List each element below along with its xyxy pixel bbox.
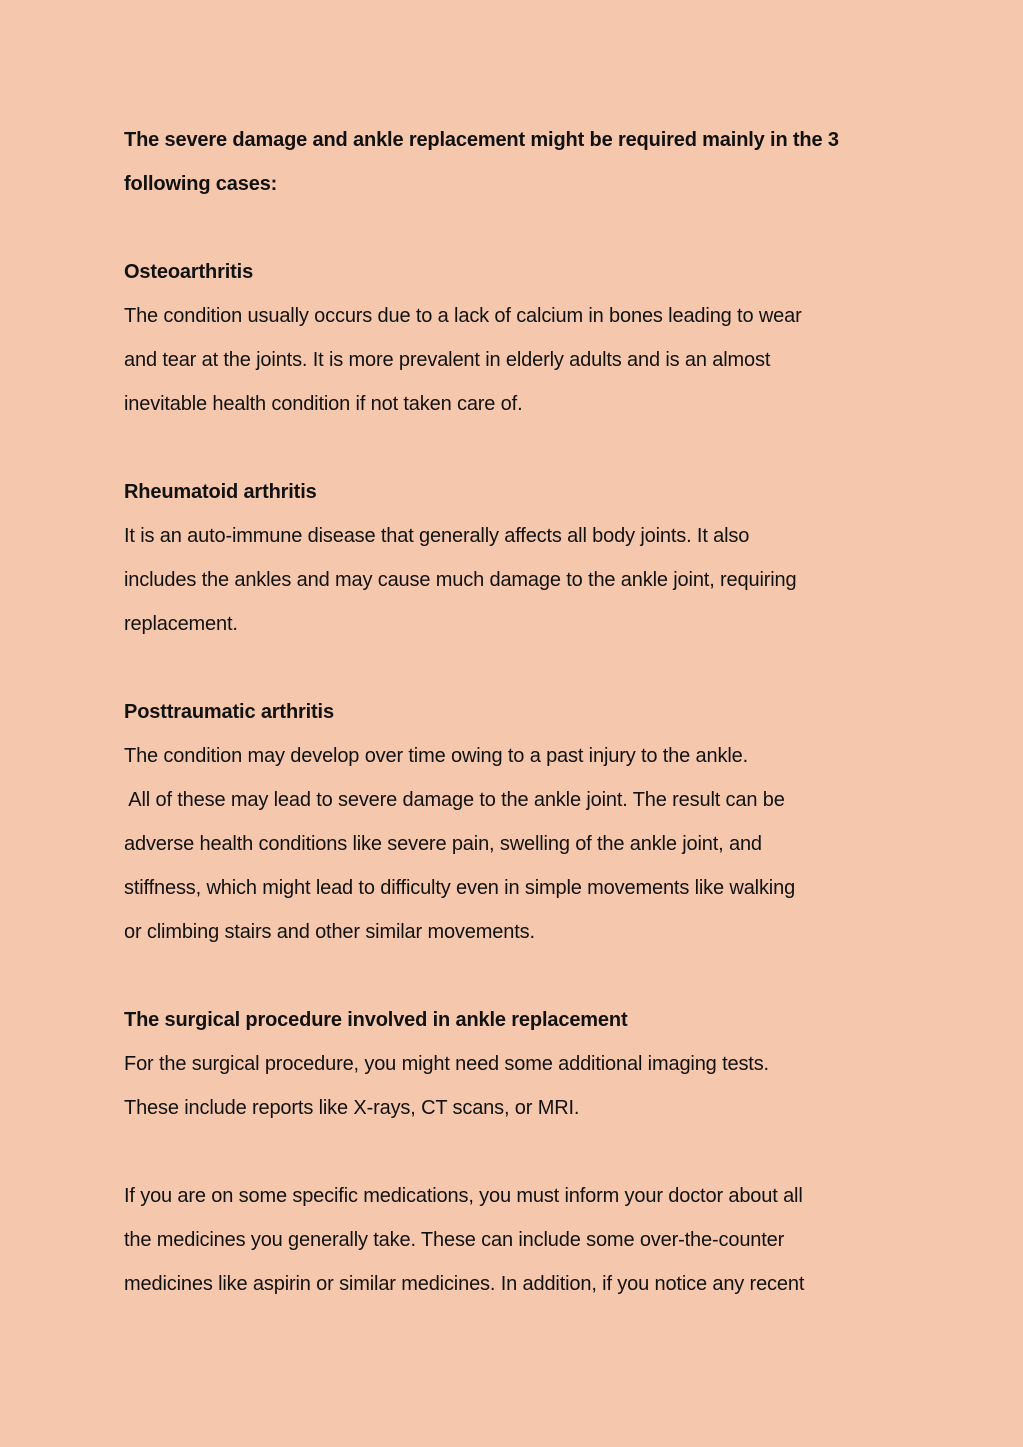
section-line: includes the ankles and may cause much damage to the ankle joint, requiring — [124, 569, 797, 591]
section-line: inevitable health condition if not taken care of. — [124, 393, 523, 415]
section-line: adverse health conditions like severe pain, swelling of the ankle joint, and — [124, 833, 762, 855]
section-heading: Osteoarthritis — [124, 261, 254, 283]
section-line: The condition usually occurs due to a lack of calcium in bones leading to wear — [124, 305, 802, 327]
section-surgical-procedure — [124, 998, 913, 1130]
closing-line: medicines like aspirin or similar medicines. In addition, if you notice any recent — [124, 1273, 805, 1295]
section-rheumatoid-arthritis — [124, 470, 913, 646]
section-line: For the surgical procedure, you might need some additional imaging tests. — [124, 1053, 769, 1075]
paragraph-spacer — [124, 954, 913, 998]
section-posttraumatic-arthritis — [124, 690, 913, 954]
closing-line: the medicines you generally take. These can include some over-the-counter — [124, 1229, 785, 1251]
section-line: These include reports like X-rays, CT scans, or MRI. — [124, 1097, 580, 1119]
section-line: replacement. — [124, 613, 238, 635]
section-line: and tear at the joints. It is more prevalent in elderly adults and is an almost — [124, 349, 771, 371]
section-heading: Rheumatoid arthritis — [124, 481, 317, 503]
section-heading: The surgical procedure involved in ankle replacement — [124, 1009, 628, 1031]
paragraph-spacer — [124, 426, 913, 470]
closing-line: If you are on some specific medications, you must inform your doctor about all — [124, 1185, 803, 1207]
closing-paragraph — [124, 1174, 913, 1306]
intro-paragraph — [124, 118, 913, 206]
section-heading: Posttraumatic arthritis — [124, 701, 334, 723]
section-line: It is an auto-immune disease that generally affects all body joints. It also — [124, 525, 750, 547]
paragraph-spacer — [124, 646, 913, 690]
section-line: stiffness, which might lead to difficulty even in simple movements like walking — [124, 877, 796, 899]
intro-line: following cases: — [124, 173, 278, 195]
section-line: or climbing stairs and other similar movements. — [124, 921, 535, 943]
paragraph-spacer — [124, 206, 913, 250]
intro-line: The severe damage and ankle replacement might be required mainly in the 3 — [124, 129, 839, 151]
section-line: The condition may develop over time owing to a past injury to the ankle. — [124, 745, 748, 767]
section-line: All of these may lead to severe damage to the ankle joint. The result can be — [124, 789, 785, 811]
paragraph-spacer — [124, 1130, 913, 1174]
section-osteoarthritis — [124, 250, 913, 426]
